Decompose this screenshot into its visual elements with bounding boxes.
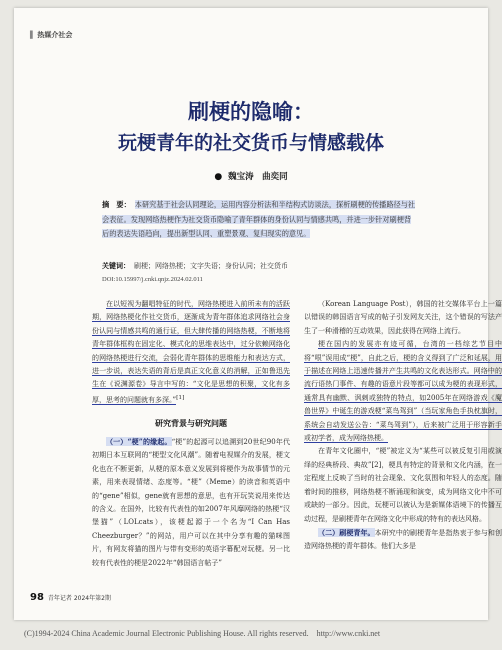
journal-name: 青年记者 2024年第2期 [47,595,111,602]
copyright-notice: (C)1994-2024 China Academic Journal Electronic Publishing House. All rights reserved. http://www.cnki.net [24,629,381,638]
reference-mark: [1] [176,394,185,401]
abstract [102,198,418,242]
paragraph: 梗在国内的发展亦有迹可循，台湾的一档综艺节目中将“哏”误用成“梗”，自此之后，梗的含义得到了广泛和延展，用于描述在网络上迅速传播并产生共鸣的文化表达形式。网络中的流行语热门事件、有趣的语意片段等都可以成为梗的表现形式，通常具有幽默、讽刺或独特的特点，如2005年在网络游戏《魔兽世界》中诞生的游戏梗“菜鸟驾到”（当玩家角色手执枕旗时，系统会自动发送公告：“菜鸟驾到”），后来被广泛用于形容新手或初学者，成为网络热梗。 [304,340,502,443]
section-heading: 研究背景与研究问题 [155,418,227,428]
subheading: （二）刷梗青年。 [318,527,375,537]
article-title-line-2: 玩梗青年的社交货币与情感载体 [117,132,384,154]
paragraph: （一）“梗”的缘起。“梗”的起源可以追溯到20世纪90年代初期日本互联网的“梗型文化风潮”。随着电视媒介的发展，梗文化也在不断更新，从梗的原本意义发展到将梗作为故事情节的元素，用来表现情绪、态度等。“梗”（Meme）的读音和英语中的“gene”相似，gene就有思想的意思，也有开玩笑说用来传达的含义。在国外，比较有代表性的如2007年风靡网络的热梗“汉堡猫”（LOLcats），该梗起源于一个名为“I Can Has Cheezburger？”的网站，用户可以在其中分享有趣的猫咪图片，有网友将猫的图片与带有变形的英语字幕配对玩梗。另一比较有代表性的梗是2022年“韩国语言帖子” [92,436,290,567]
page-number: 98 [30,592,44,603]
authors: ● 魏宝涛 曲奕同 [214,172,288,182]
body-column-right [304,298,502,554]
keywords-text: 刷梗；网络热梗；文字失语；身份认同；社交货币 [134,262,288,270]
bullet-icon: ● [214,172,223,182]
abstract-label: 摘 要： [102,200,131,209]
body-column-left [92,298,290,570]
paragraph: （二）刷梗青年。本研究中的刷梗青年是指热衷于参与和创造网络热梗的青年群体。他们大多是 [304,527,502,551]
section-tag: ▌ 热媒介社会 [30,31,73,39]
keywords-label: 关键词： [102,262,130,270]
abstract-text: 本研究基于社会认同理论，运用内容分析法和半结构式访谈法，探析刷梗的传播路径与社会表征。发现网络热梗作为社交货币隐喻了青年群体的身份认同与情感共鸣，并进一步针对刷梗背后的表达失语趋向，提出新型认同、重塑景观、复归现实的意见。 [102,200,416,238]
paragraph: （Korean Language Post），韩国的社交媒体平台上一篇以错误的韩国语言写成的帖子引发网友关注，这个错误的写法产生了一种滑稽的互动效果，因此获得在网络上流行。 [304,300,502,335]
article-title-line-1: 刷梗的隐喻： [188,100,314,124]
keywords [102,260,418,273]
doi: DOI:10.15997/j.cnki.qnjz.2024.02.011 [102,276,203,283]
journal-page [14,8,502,620]
subheading: （一）“梗”的缘起。 [106,436,172,446]
paragraph: 在以短视为翻唱特征的时代，网络热梗进入前所未有的活跃期，网络热梗化作社交货币，逐渐成为青年群体追求网络社会身份认同与情感共鸣的通行证，但大肆传播的网络热梗，不断地将青年群体框构在固定化、模式化的思维表达中，过分依赖网络化的网络热梗进行交流，会弱化青年群体的思维能力和表达方式，进一步说，表达失语的背后是真正文化意义的消解，正如鲁迅先生在《说渊源卷》导言中写的：“文化是思想的积聚，文化有多厚，思考的问题就有多深。”[1] [92,300,290,405]
page-footer [30,592,111,603]
paragraph: 在青年文化圈中，“梗”被定义为“某些可以被反复引用或演绎的经典桥段、典故”[2]，梗具有特定的背景和文化内涵，在一定程度上反映了当时的社会现象、文化氛围和年轻人的态度。随着时间的推移，网络热梗不断涌现和演变，成为网络文化中不可或缺的一部分。因此，玩梗可以被认为是新媒体语境下的传播互动过程，是刷梗青年在网络文化中形成的特有的表达风格。 [304,447,502,523]
